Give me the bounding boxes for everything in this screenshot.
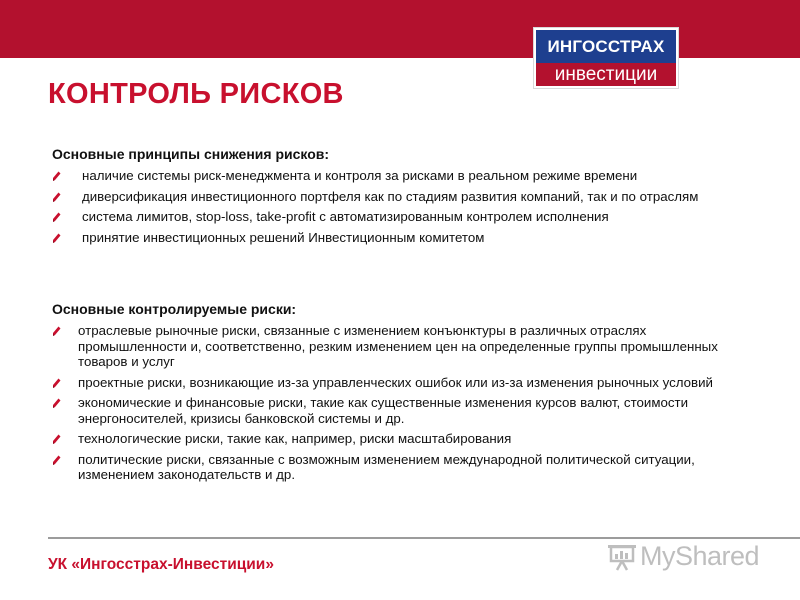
list-item	[52, 375, 757, 391]
company-logo	[534, 28, 678, 88]
list-item	[52, 189, 757, 205]
list-item-text: наличие системы риск-менеджмента и контроля за рисками в реальном режиме времени	[82, 168, 638, 183]
logo-bottom-text: инвестиции	[536, 63, 676, 86]
list-item	[52, 209, 757, 225]
list-item-text: принятие инвестиционных решений Инвестиционным комитетом	[82, 229, 485, 245]
page-title: КОНТРОЛЬ РИСКОВ	[48, 78, 344, 110]
header-band	[0, 0, 800, 58]
list-item	[52, 323, 757, 370]
risks-section	[52, 301, 757, 488]
pencil-bullet-icon	[52, 454, 61, 466]
list-item-text: отраслевые рыночные риски, связанные с изменением конъюнктуры в различных отраслях промышленности и, соответственно, резким изменением цен на определенные группы промышленных товаров и услуг	[78, 323, 718, 369]
pencil-bullet-icon	[52, 191, 61, 203]
risks-heading: Основные контролируемые риски:	[52, 301, 297, 317]
pencil-bullet-icon	[52, 325, 61, 337]
pencil-bullet-icon	[52, 232, 61, 244]
logo-top-text: ИНГОССТРАХ	[536, 30, 676, 63]
list-item-text: проектные риски, возникающие из-за управленческих ошибок или из-за изменения рыночных условий	[78, 374, 713, 390]
pencil-bullet-icon	[52, 397, 61, 409]
footer-company-name: УК «Ингосстрах-Инвестиции»	[48, 556, 274, 573]
list-item-text: политические риски, связанные с возможным изменением международной политической ситуации, изменением законодательств и др.	[78, 451, 695, 482]
pencil-bullet-icon	[52, 433, 61, 445]
list-item	[52, 452, 757, 483]
list-item-text: система лимитов, stop-loss, take-profit с автоматизированным контролем исполнения	[82, 209, 609, 224]
watermark-text: MyShared	[640, 540, 760, 571]
list-item-text: экономические и финансовые риски, такие как существенные изменения курсов валют, стоимости энергоносителей, кризисы банковской системы и др.	[78, 395, 689, 426]
list-item	[52, 395, 757, 426]
principles-section	[52, 146, 757, 250]
pencil-bullet-icon	[52, 170, 61, 182]
list-item	[52, 431, 757, 447]
watermark	[606, 540, 776, 572]
presentation-board-icon	[606, 541, 636, 571]
pencil-bullet-icon	[52, 211, 61, 223]
principles-heading: Основные принципы снижения рисков:	[52, 146, 330, 162]
list-item-text: диверсификация инвестиционного портфеля как по стадиям развития компаний, так и по отраслям	[82, 188, 699, 204]
list-item	[52, 168, 757, 184]
risks-list	[52, 323, 757, 483]
principles-list	[52, 168, 757, 245]
footer-divider	[48, 537, 800, 539]
list-item-text: технологические риски, такие как, например, риски масштабирования	[78, 431, 512, 446]
list-item	[52, 230, 757, 246]
pencil-bullet-icon	[52, 377, 61, 389]
